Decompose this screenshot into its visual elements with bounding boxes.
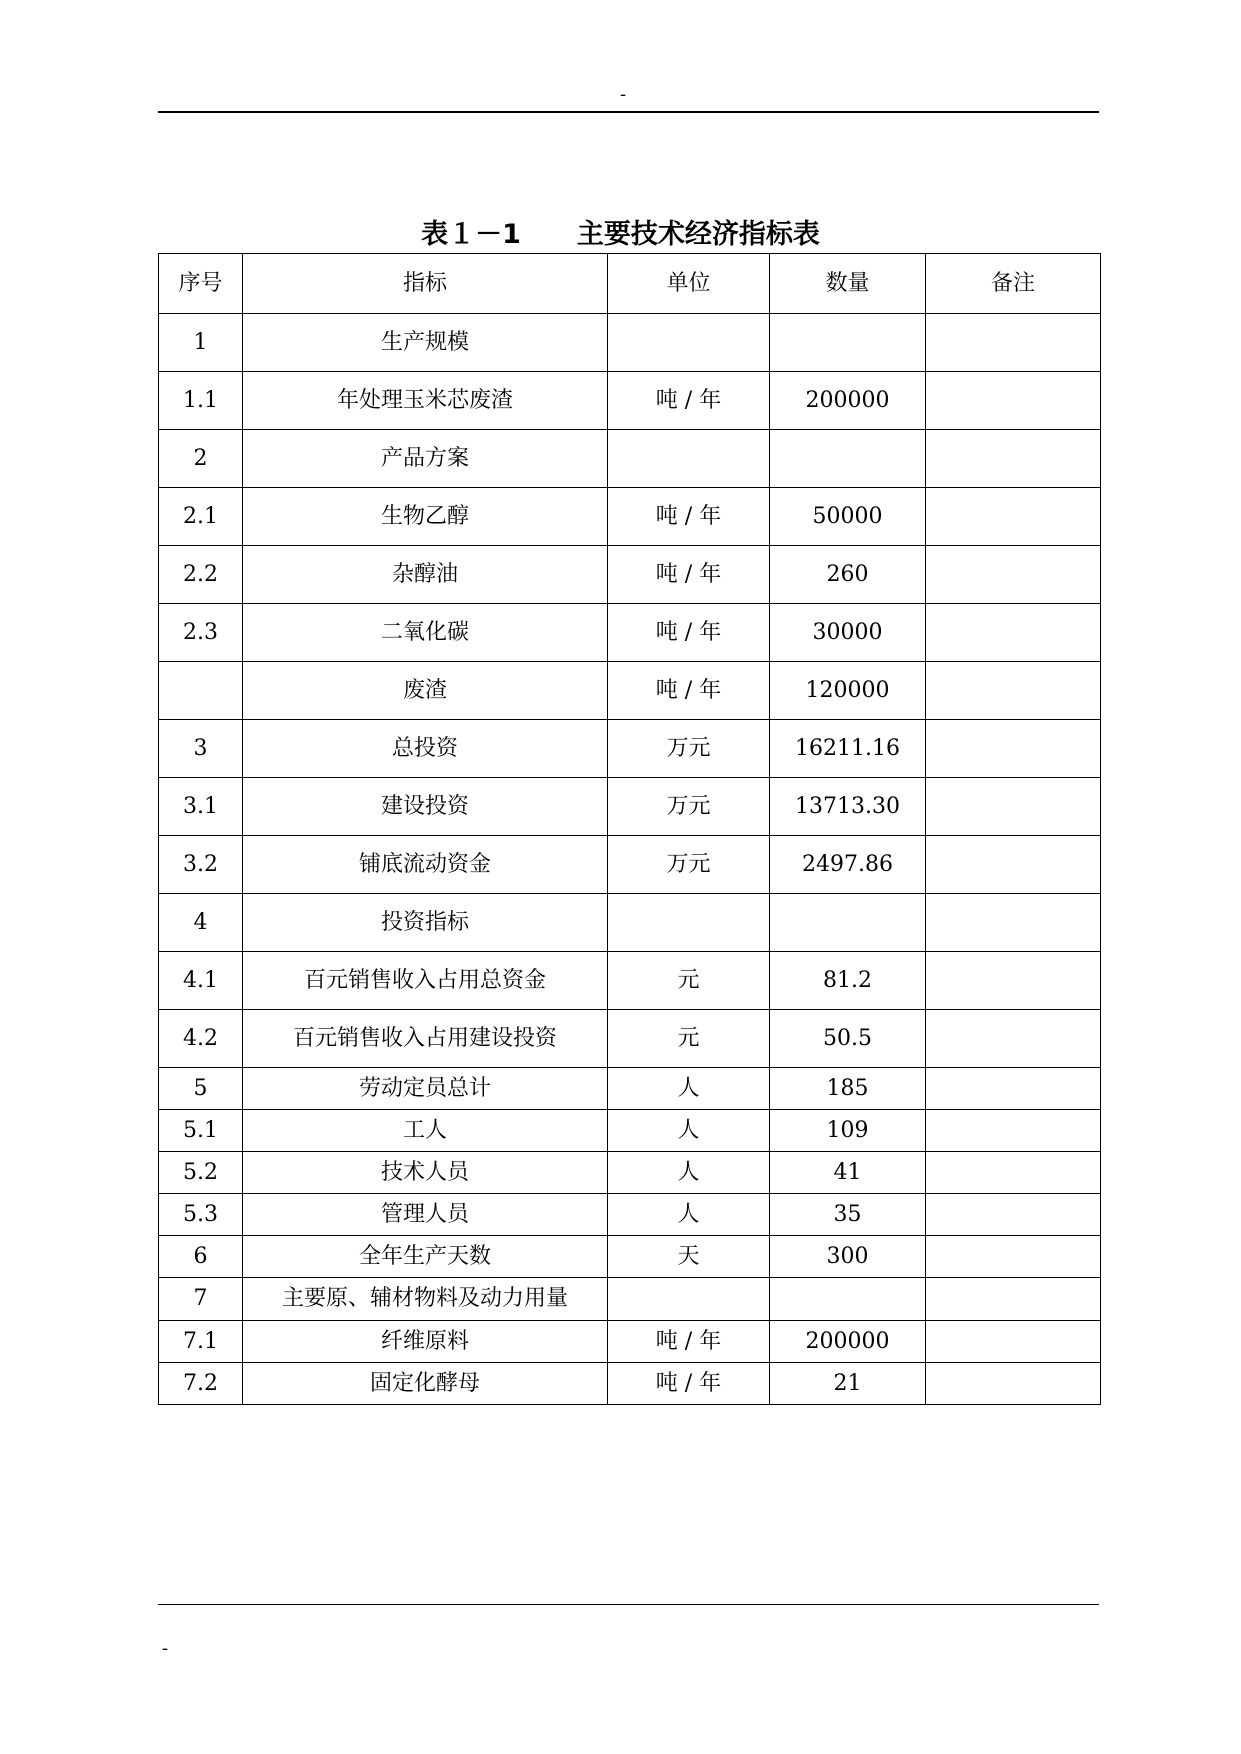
col-number-cell: 2.3 [159,604,243,662]
col-quantity-cell: 30000 [770,604,926,662]
col-indicator-cell: 二氧化碳 [243,604,608,662]
col-number-cell: 3.2 [159,836,243,894]
header-col-remark: 备注 [926,254,1101,314]
table-number: 表１－1 [421,219,521,250]
col-remark-cell [926,1194,1101,1236]
col-number-cell: 1 [159,314,243,372]
col-unit-cell: 元 [608,952,770,1010]
col-unit-cell [608,894,770,952]
col-indicator-cell: 生产规模 [243,314,608,372]
col-indicator-cell: 百元销售收入占用建设投资 [243,1010,608,1068]
col-quantity-cell: 41 [770,1152,926,1194]
col-remark-cell [926,1278,1101,1321]
table-row [159,894,1101,952]
col-unit-cell: 元 [608,1010,770,1068]
col-indicator-cell: 建设投资 [243,778,608,836]
table-row [159,720,1101,778]
col-quantity-cell: 16211.16 [770,720,926,778]
col-remark-cell [926,314,1101,372]
table-caption: 主要技术经济指标表 [576,219,820,250]
col-unit-cell [608,430,770,488]
table-row [159,1321,1101,1363]
col-remark-cell [926,1363,1101,1405]
col-quantity-cell: 120000 [770,662,926,720]
col-indicator-cell: 废渣 [243,662,608,720]
header-col-indicator: 指标 [243,254,608,314]
header-rule [158,111,1099,113]
col-quantity-cell: 200000 [770,372,926,430]
header-col-quantity: 数量 [770,254,926,314]
col-indicator-cell: 产品方案 [243,430,608,488]
table-header-row [159,254,1101,314]
col-quantity-cell: 300 [770,1236,926,1278]
col-unit-cell: 万元 [608,720,770,778]
col-remark-cell [926,430,1101,488]
table-title [0,218,1241,252]
col-unit-cell: 人 [608,1068,770,1110]
col-indicator-cell: 固定化酵母 [243,1363,608,1405]
col-remark-cell [926,720,1101,778]
table-row [159,1194,1101,1236]
col-remark-cell [926,1068,1101,1110]
col-quantity-cell: 2497.86 [770,836,926,894]
col-remark-cell [926,372,1101,430]
col-quantity-cell: 260 [770,546,926,604]
table-row [159,430,1101,488]
col-unit-cell: 吨 / 年 [608,1321,770,1363]
col-quantity-cell [770,430,926,488]
table-row [159,1236,1101,1278]
table-row [159,488,1101,546]
col-number-cell [159,662,243,720]
col-indicator-cell: 劳动定员总计 [243,1068,608,1110]
col-indicator-cell: 全年生产天数 [243,1236,608,1278]
col-remark-cell [926,1110,1101,1152]
footer-mark: - [162,1638,169,1659]
footer-rule [158,1604,1099,1605]
col-quantity-cell: 50000 [770,488,926,546]
col-number-cell: 4.1 [159,952,243,1010]
col-unit-cell: 人 [608,1110,770,1152]
col-number-cell: 2 [159,430,243,488]
col-remark-cell [926,546,1101,604]
table-row [159,836,1101,894]
table-row [159,1278,1101,1321]
table-row [159,314,1101,372]
col-remark-cell [926,836,1101,894]
col-quantity-cell: 200000 [770,1321,926,1363]
col-remark-cell [926,1236,1101,1278]
col-quantity-cell: 21 [770,1363,926,1405]
col-remark-cell [926,1010,1101,1068]
col-number-cell: 7 [159,1278,243,1321]
col-quantity-cell [770,1278,926,1321]
header-mark: - [620,84,627,105]
col-remark-cell [926,488,1101,546]
table-row [159,778,1101,836]
table-row [159,372,1101,430]
col-number-cell: 5.2 [159,1152,243,1194]
col-quantity-cell: 50.5 [770,1010,926,1068]
col-unit-cell: 万元 [608,836,770,894]
col-indicator-cell: 生物乙醇 [243,488,608,546]
col-unit-cell: 吨 / 年 [608,488,770,546]
col-quantity-cell [770,314,926,372]
col-number-cell: 4 [159,894,243,952]
table-body [159,314,1101,1405]
table-row [159,1110,1101,1152]
col-number-cell: 7.2 [159,1363,243,1405]
col-indicator-cell: 百元销售收入占用总资金 [243,952,608,1010]
col-unit-cell [608,314,770,372]
col-indicator-cell: 主要原、辅材物料及动力用量 [243,1278,608,1321]
col-unit-cell: 万元 [608,778,770,836]
table-row [159,952,1101,1010]
col-number-cell: 5.1 [159,1110,243,1152]
col-indicator-cell: 杂醇油 [243,546,608,604]
col-indicator-cell: 投资指标 [243,894,608,952]
col-number-cell: 5 [159,1068,243,1110]
col-quantity-cell: 109 [770,1110,926,1152]
table-row [159,1068,1101,1110]
col-quantity-cell [770,894,926,952]
col-number-cell: 2.2 [159,546,243,604]
header-col-unit: 单位 [608,254,770,314]
col-unit-cell: 吨 / 年 [608,546,770,604]
table-row [159,604,1101,662]
header-col-number: 序号 [159,254,243,314]
col-number-cell: 2.1 [159,488,243,546]
col-indicator-cell: 铺底流动资金 [243,836,608,894]
col-unit-cell: 吨 / 年 [608,604,770,662]
col-indicator-cell: 纤维原料 [243,1321,608,1363]
col-indicator-cell: 工人 [243,1110,608,1152]
col-remark-cell [926,894,1101,952]
col-unit-cell: 吨 / 年 [608,662,770,720]
col-remark-cell [926,778,1101,836]
col-quantity-cell: 81.2 [770,952,926,1010]
col-indicator-cell: 技术人员 [243,1152,608,1194]
col-unit-cell: 吨 / 年 [608,1363,770,1405]
col-unit-cell: 吨 / 年 [608,372,770,430]
col-number-cell: 3.1 [159,778,243,836]
col-remark-cell [926,662,1101,720]
col-unit-cell: 天 [608,1236,770,1278]
col-number-cell: 3 [159,720,243,778]
col-quantity-cell: 13713.30 [770,778,926,836]
table-row [159,1010,1101,1068]
col-number-cell: 5.3 [159,1194,243,1236]
col-number-cell: 6 [159,1236,243,1278]
table-row [159,662,1101,720]
col-unit-cell: 人 [608,1152,770,1194]
col-unit-cell [608,1278,770,1321]
col-remark-cell [926,604,1101,662]
col-quantity-cell: 185 [770,1068,926,1110]
table-row [159,1363,1101,1405]
col-remark-cell [926,952,1101,1010]
col-number-cell: 4.2 [159,1010,243,1068]
col-remark-cell [926,1152,1101,1194]
col-indicator-cell: 管理人员 [243,1194,608,1236]
col-unit-cell: 人 [608,1194,770,1236]
table-row [159,546,1101,604]
col-remark-cell [926,1321,1101,1363]
table-row [159,1152,1101,1194]
col-number-cell: 1.1 [159,372,243,430]
col-number-cell: 7.1 [159,1321,243,1363]
col-indicator-cell: 年处理玉米芯废渣 [243,372,608,430]
col-quantity-cell: 35 [770,1194,926,1236]
indicator-table [158,253,1101,1405]
col-indicator-cell: 总投资 [243,720,608,778]
